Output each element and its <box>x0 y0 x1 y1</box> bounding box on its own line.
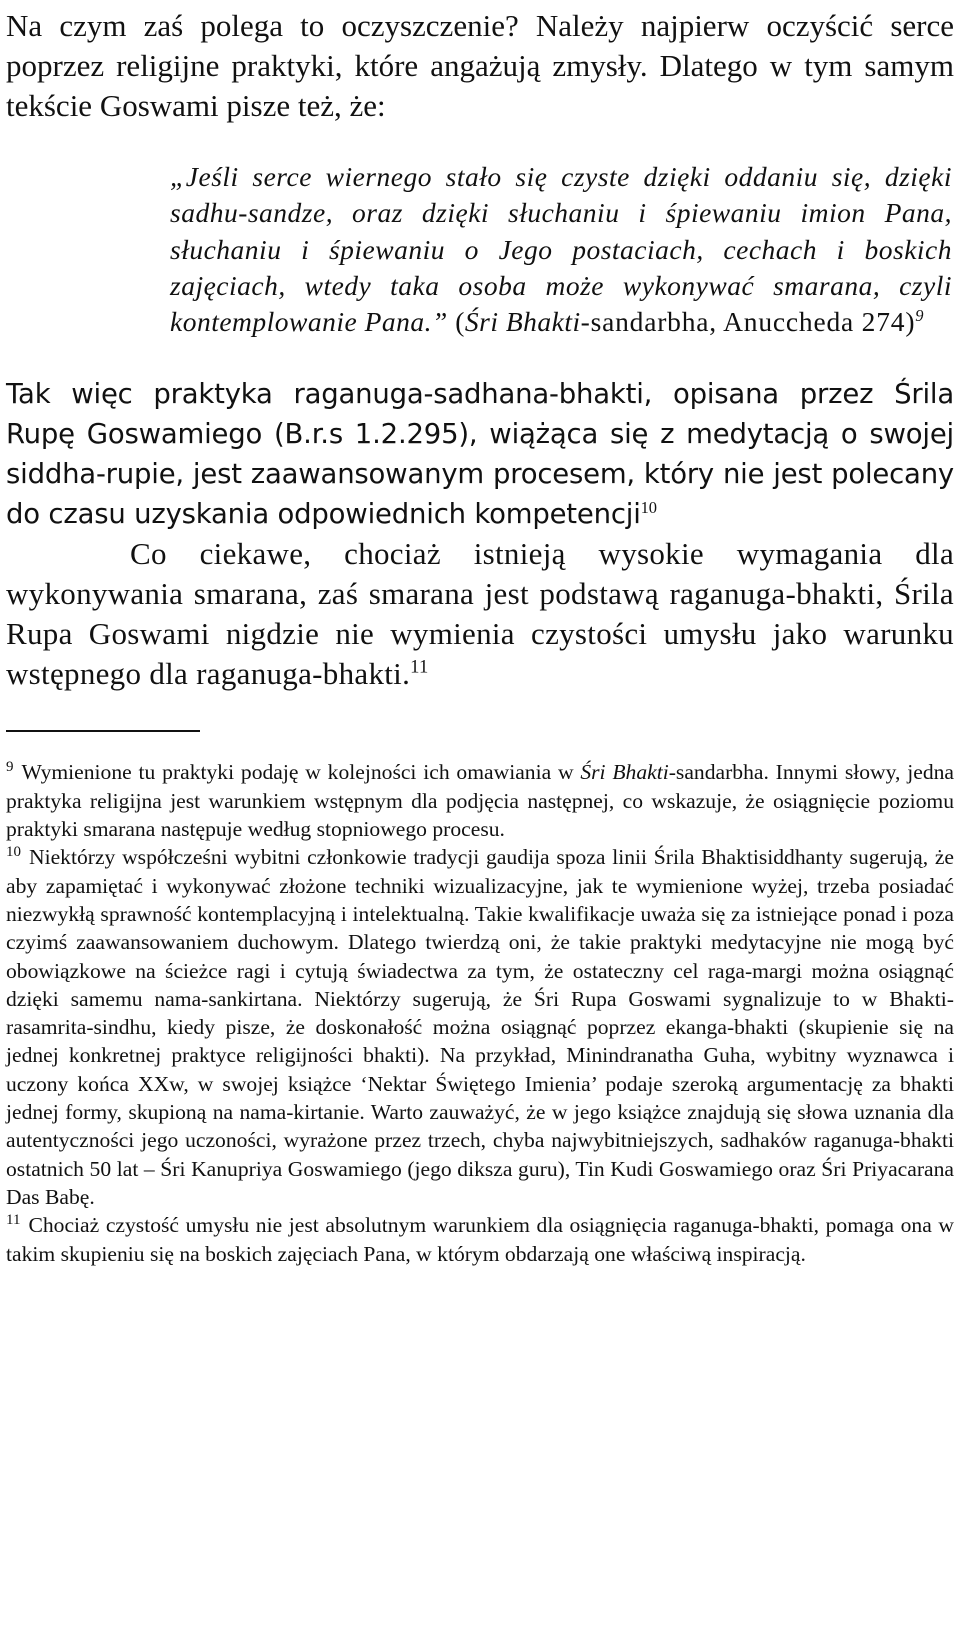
block-quote: „Jeśli serce wiernego stało się czyste dzięki oddaniu się, dzięki sadhu-sandze, oraz dzięki słuchaniu i śpiewaniu imion Pana, słuchaniu i śpiewaniu o Jego postaciach, cechach i boskich zajęciach, wtedy taka osoba może wykonywać smarana, czyli kontemplowanie Pana.” (Śri Bhakti-sandarbha, Anuccheda 274)$^9$ <box>170 161 952 338</box>
footnote-number: 10 <box>6 844 21 861</box>
quote-source: -sandarbha, Anuccheda 274) <box>580 306 916 338</box>
quote-source-sri: Śri <box>464 306 506 338</box>
footnote-10: $^{10}$ Niektórzy współcześni wybitni członkowie tradycji gaudija spoza linii Śrila Bhaktisiddhanty sugerują, że aby zapamiętać i wykonywać złożone techniki wizualizacyjne, jak te wymienione wyżej, trzeba posiadać niezwykłą sprawność kontemplacyjną i intelektualną. Takie kwalifikacje uważa się za istniejące ponad i poza czyimś zaawansowaniem duchowym. Dlatego twierdzą oni, że takie praktyki medytacyjne nie mogą być obowiązkowe na ścieżce ragi i cytują świadectwa za tym, że ostateczny cel raga-margi można osiągnąć dzięki samemu nama-sankirtana. Niektórzy sugerują, że Śri Rupa Goswami sygnalizuje to w Bhakti-rasamrita-sindhu, kiedy pisze, że doskonałość można osiągnąć poprzez ekanga-bhakti (skupienie się na jednej konkretnej praktyce religijności bhakti). Na przykład, Minindranatha Guha, wybitny wyznawca i uczony końca XXw, w swojej książce ‘Nektar Świętego Imienia’ podaje szeroką argumentację za bhakti jednej formy, skupioną na nama-kirtanie. Warto zauważyć, że w jego książce znajdują się słowa uznania dla autentyczności jego uczoności, wyrażone przez trzech, chyba najwybitniejszych, sadhaków raganuga-bhakti ostatnich 50 lat – Śri Kanupriya Goswamiego (jego diksza guru), Tin Kudi Goswamiego oraz Śri Priyacarana Das Babę. <box>6 844 954 1209</box>
footnote-9: $^9$ Wymienione tu praktyki podaję w kolejności ich omawiania w Śri Bhakti-sandarbha. Innymi słowy, jedna praktyka religijna jest warunkiem wstępnym dla podjęcia następnej, co wskazuje, że osiągnięcie poziomu praktyki smarana następuje według stopniowego procesu. <box>6 759 954 842</box>
footnote-ref-9[interactable]: 9 <box>915 306 925 326</box>
footnote-ref-10[interactable]: 10 <box>640 498 657 518</box>
footnote-number: 9 <box>6 759 14 776</box>
paragraph-interesting-text: Co ciekawe, chociaż istnieją wysokie wymagania dla wykonywania smarana, zaś smarana jest podstawą raganuga-bhakti, Śrila Rupa Goswami nigdzie nie wymienia czystości umysłu jako warunku wstępnego dla raganuga-bhakti. <box>6 536 954 692</box>
paragraph-practice <box>6 374 954 534</box>
footnote-number: 11 <box>6 1212 21 1229</box>
paragraph-intro: Na czym zaś polega to oczyszczenie? Należy najpierw oczyścić serce poprzez religijne praktyki, które angażują zmysły. Dlatego w tym samym tekście Goswami pisze też, że: <box>6 8 954 123</box>
footnote-separator <box>6 730 200 732</box>
paragraph-interesting <box>6 534 954 694</box>
footnote-11: $^{11}$ Chociaż czystość umysłu nie jest absolutnym warunkiem dla osiągnięcia raganuga-bhakti, pomaga ona w takim skupieniu się na boskich zajęciach Pana, w którym obdarzają one właściwą inspiracją. <box>6 1212 954 1266</box>
quote-text: „Jeśli serce wiernego stało się czyste dzięki oddaniu się, dzięki sadhu-sandze, oraz dzięki słuchaniu i śpiewaniu imion Pana, słuchaniu i śpiewaniu o Jego postaciach, cechach i boskich zajęciach, wtedy taka osoba może wykonywać smarana, czyli kontemplowanie Pana.” <box>170 161 952 338</box>
document-page <box>6 0 954 1268</box>
paragraph-practice-text: Tak więc praktyka raganuga-sadhana-bhakti, opisana przez Śrila Rupę Goswamiego (B.r.s 1.2.295), wiążąca się z medytacją o swojej siddha-rupie, jest zaawansowanym procesem, który nie jest polecany do czasu uzyskania odpowiednich kompetencji <box>6 378 954 531</box>
quote-source-bhakti: Bhakti <box>505 306 581 338</box>
footnote-ref-11[interactable]: 11 <box>410 657 429 679</box>
